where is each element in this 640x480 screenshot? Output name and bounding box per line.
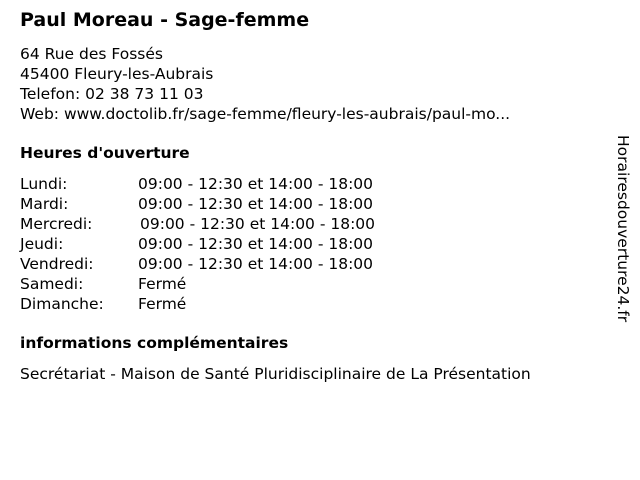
day-label: Samedi: (20, 275, 84, 293)
info-text: Secrétariat - Maison de Santé Pluridisciplinaire de La Présentation (20, 365, 531, 383)
day-label: Jeudi: (20, 235, 64, 253)
page-title: Paul Moreau - Sage-femme (20, 9, 310, 31)
day-label: Mercredi: (20, 215, 93, 233)
time-value: 09:00 - 12:30 et 14:00 - 18:00 (140, 215, 376, 233)
time-value: Fermé (138, 275, 187, 293)
phone-line[interactable]: Telefon: 02 38 73 11 03 (20, 85, 204, 103)
time-value: 09:00 - 12:30 et 14:00 - 18:00 (138, 255, 374, 273)
time-value: 09:00 - 12:30 et 14:00 - 18:00 (138, 235, 374, 253)
watermark: Horairesdouverture24.fr (614, 135, 632, 323)
contact-block (20, 44, 510, 124)
day-label: Mardi: (20, 195, 69, 213)
web-line[interactable]: Web: www.doctolib.fr/sage-femme/fleury-les-aubrais/paul-mo... (20, 105, 511, 123)
day-label: Dimanche: (20, 295, 104, 313)
time-value: Fermé (138, 295, 187, 313)
time-value: 09:00 - 12:30 et 14:00 - 18:00 (138, 175, 374, 193)
address-street: 64 Rue des Fossés (20, 45, 163, 63)
day-label: Vendredi: (20, 255, 94, 273)
hours-heading: Heures d'ouverture (20, 144, 190, 162)
address-city: 45400 Fleury-les-Aubrais (20, 65, 214, 83)
info-heading: informations complémentaires (20, 334, 289, 352)
day-label: Lundi: (20, 175, 68, 193)
time-value: 09:00 - 12:30 et 14:00 - 18:00 (138, 195, 374, 213)
